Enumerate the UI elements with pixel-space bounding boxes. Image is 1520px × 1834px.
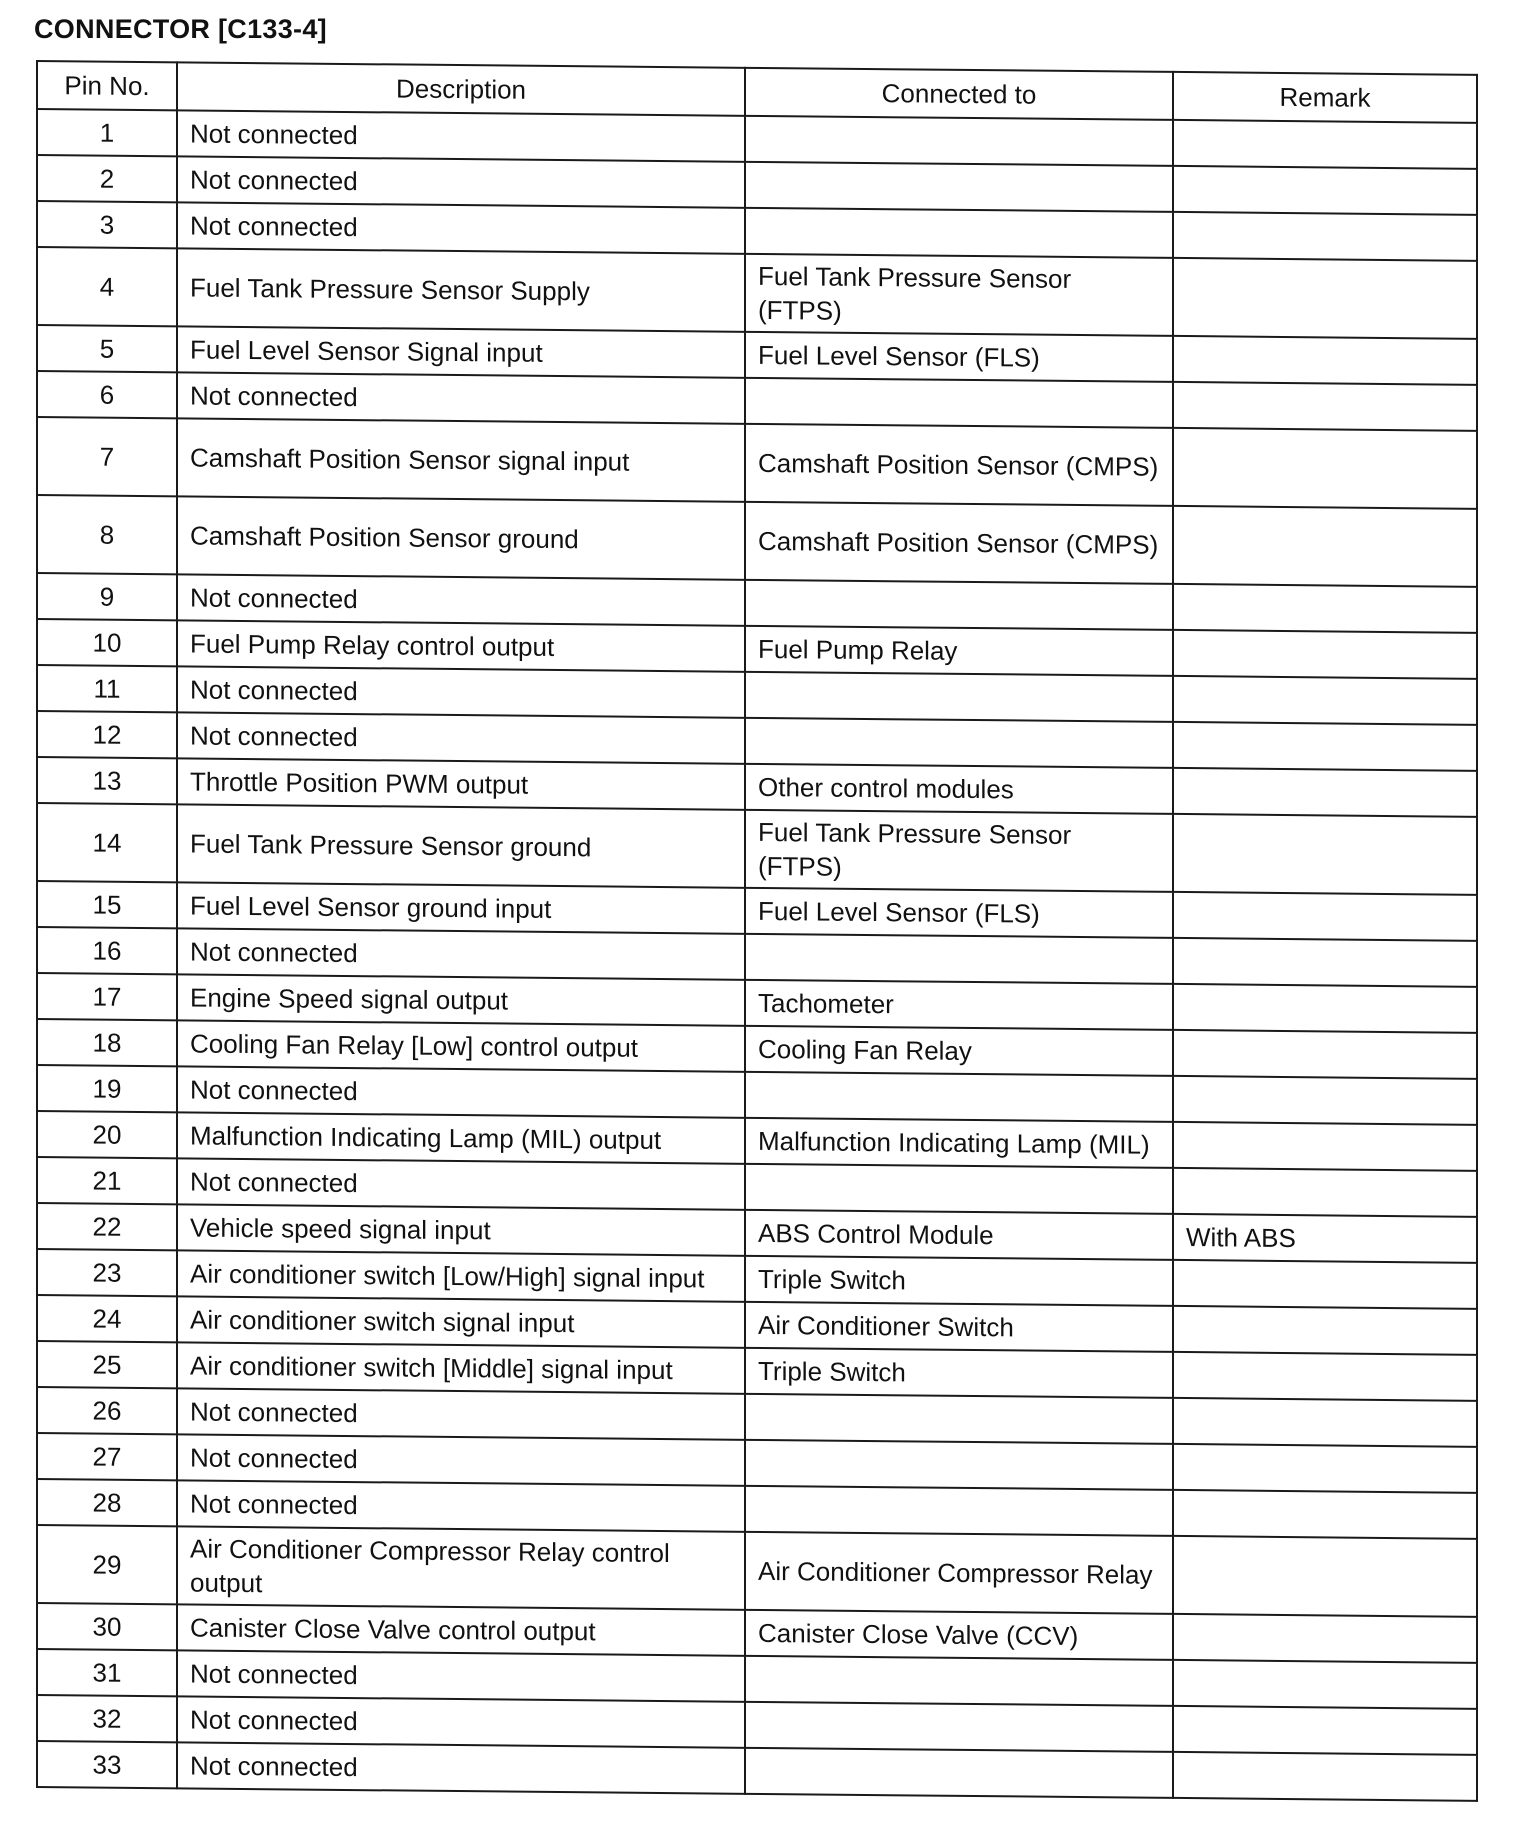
- remark-cell: [1173, 166, 1477, 215]
- remark-cell: [1173, 1076, 1477, 1125]
- remark-cell: [1173, 1660, 1477, 1709]
- connected-cell: Camshaft Position Sensor (CMPS): [745, 424, 1173, 506]
- description-cell: Not connected: [177, 712, 745, 763]
- description-cell: Air conditioner switch signal input: [177, 1296, 745, 1347]
- pin-cell: 20: [37, 1111, 177, 1158]
- table-row: [37, 417, 1477, 509]
- pin-cell: 18: [37, 1019, 177, 1066]
- connected-cell: Camshaft Position Sensor (CMPS): [745, 502, 1173, 584]
- pin-cell: 14: [37, 803, 177, 882]
- connected-cell: [745, 1748, 1173, 1798]
- remark-cell: [1173, 938, 1477, 987]
- description-cell: Not connected: [177, 574, 745, 625]
- description-cell: Not connected: [177, 666, 745, 717]
- column-header-connected-to: Connected to: [745, 68, 1173, 120]
- pin-cell: 27: [37, 1433, 177, 1480]
- pin-cell: 4: [37, 247, 177, 326]
- connected-cell: [745, 378, 1173, 428]
- pin-cell: 25: [37, 1341, 177, 1388]
- connected-cell: [745, 1656, 1173, 1706]
- pin-cell: 8: [37, 495, 177, 574]
- pin-cell: 11: [37, 665, 177, 712]
- description-cell: Not connected: [177, 202, 745, 253]
- connected-cell: [745, 718, 1173, 768]
- description-cell: Not connected: [177, 1388, 745, 1439]
- remark-cell: [1173, 1706, 1477, 1755]
- column-header-pin: Pin No.: [37, 61, 177, 110]
- description-cell: Not connected: [177, 1696, 745, 1747]
- description-cell: Air conditioner switch [Low/High] signal input: [177, 1250, 745, 1301]
- remark-cell: [1173, 1752, 1477, 1801]
- description-cell: Not connected: [177, 1066, 745, 1117]
- remark-cell: [1173, 814, 1477, 895]
- connected-cell: [745, 162, 1173, 212]
- pin-cell: 19: [37, 1065, 177, 1112]
- connected-cell: [745, 1394, 1173, 1444]
- pin-cell: 28: [37, 1479, 177, 1526]
- connected-cell: [745, 934, 1173, 984]
- page-title: CONNECTOR [C133-4]: [34, 14, 327, 44]
- remark-cell: [1173, 382, 1477, 431]
- connected-cell: Triple Switch: [745, 1256, 1173, 1306]
- pin-cell: 33: [37, 1741, 177, 1788]
- remark-cell: [1173, 1398, 1477, 1447]
- remark-cell: [1173, 1352, 1477, 1401]
- remark-cell: [1173, 584, 1477, 633]
- pin-cell: 7: [37, 417, 177, 496]
- connected-cell: [745, 116, 1173, 166]
- connected-cell: [745, 580, 1173, 630]
- remark-cell: [1173, 768, 1477, 817]
- remark-cell: [1173, 1490, 1477, 1539]
- pin-cell: 23: [37, 1249, 177, 1296]
- description-cell: Engine Speed signal output: [177, 974, 745, 1025]
- connected-cell: [745, 1702, 1173, 1752]
- connected-cell: Canister Close Valve (CCV): [745, 1610, 1173, 1660]
- remark-cell: [1173, 630, 1477, 679]
- description-cell: Not connected: [177, 928, 745, 979]
- remark-cell: [1173, 1030, 1477, 1079]
- description-cell: Not connected: [177, 1480, 745, 1531]
- description-cell: Not connected: [177, 156, 745, 207]
- remark-cell: [1173, 1444, 1477, 1493]
- description-cell: Throttle Position PWM output: [177, 758, 745, 809]
- description-cell: Vehicle speed signal input: [177, 1204, 745, 1255]
- remark-cell: [1173, 120, 1477, 169]
- description-cell: Cooling Fan Relay [Low] control output: [177, 1020, 745, 1071]
- pin-cell: 21: [37, 1157, 177, 1204]
- description-cell: Not connected: [177, 1650, 745, 1701]
- connected-cell: Fuel Pump Relay: [745, 626, 1173, 676]
- connected-cell: Other control modules: [745, 764, 1173, 814]
- column-header-description: Description: [177, 62, 745, 115]
- remark-cell: [1173, 1168, 1477, 1217]
- description-cell: Fuel Pump Relay control output: [177, 620, 745, 671]
- connected-cell: Tachometer: [745, 980, 1173, 1030]
- connected-cell: [745, 1440, 1173, 1490]
- description-cell: Not connected: [177, 372, 745, 423]
- description-cell: Fuel Tank Pressure Sensor Supply: [177, 248, 745, 331]
- connected-cell: Air Conditioner Switch: [745, 1302, 1173, 1352]
- connected-cell: Fuel Tank Pressure Sensor (FTPS): [745, 254, 1173, 336]
- connected-cell: ABS Control Module: [745, 1210, 1173, 1260]
- description-cell: Canister Close Valve control output: [177, 1604, 745, 1655]
- connector-pin-table: [36, 60, 1478, 1802]
- remark-cell: [1173, 1122, 1477, 1171]
- pin-cell: 5: [37, 325, 177, 372]
- pin-cell: 24: [37, 1295, 177, 1342]
- connected-cell: Air Conditioner Compressor Relay: [745, 1532, 1173, 1614]
- description-cell: Camshaft Position Sensor signal input: [177, 418, 745, 501]
- connected-cell: Fuel Tank Pressure Sensor (FTPS): [745, 810, 1173, 892]
- table-row: [37, 495, 1477, 587]
- description-cell: Air Conditioner Compressor Relay control output: [177, 1526, 745, 1609]
- pin-cell: 10: [37, 619, 177, 666]
- table-body: [37, 109, 1477, 1801]
- description-cell: Not connected: [177, 110, 745, 161]
- connected-cell: Cooling Fan Relay: [745, 1026, 1173, 1076]
- remark-cell: [1173, 892, 1477, 941]
- remark-cell: [1173, 1614, 1477, 1663]
- remark-cell: [1173, 1536, 1477, 1617]
- pin-cell: 29: [37, 1525, 177, 1604]
- remark-cell: [1173, 258, 1477, 339]
- remark-cell: With ABS: [1173, 1214, 1477, 1263]
- description-cell: Air conditioner switch [Middle] signal input: [177, 1342, 745, 1393]
- remark-cell: [1173, 506, 1477, 587]
- remark-cell: [1173, 212, 1477, 261]
- pin-cell: 2: [37, 155, 177, 202]
- pin-cell: 6: [37, 371, 177, 418]
- table-row: [37, 803, 1477, 895]
- description-cell: Not connected: [177, 1434, 745, 1485]
- pin-cell: 32: [37, 1695, 177, 1742]
- remark-cell: [1173, 1260, 1477, 1309]
- description-cell: Not connected: [177, 1742, 745, 1793]
- remark-cell: [1173, 1306, 1477, 1355]
- connected-cell: [745, 672, 1173, 722]
- description-cell: Fuel Tank Pressure Sensor ground: [177, 804, 745, 887]
- remark-cell: [1173, 676, 1477, 725]
- remark-cell: [1173, 428, 1477, 509]
- remark-cell: [1173, 722, 1477, 771]
- description-cell: Camshaft Position Sensor ground: [177, 496, 745, 579]
- pin-cell: 31: [37, 1649, 177, 1696]
- pin-cell: 15: [37, 881, 177, 928]
- description-cell: Fuel Level Sensor ground input: [177, 882, 745, 933]
- pin-cell: 1: [37, 109, 177, 156]
- connected-cell: Triple Switch: [745, 1348, 1173, 1398]
- connected-cell: [745, 1486, 1173, 1536]
- remark-cell: [1173, 984, 1477, 1033]
- pin-cell: 12: [37, 711, 177, 758]
- pin-cell: 30: [37, 1603, 177, 1650]
- connected-cell: Fuel Level Sensor (FLS): [745, 888, 1173, 938]
- pin-cell: 22: [37, 1203, 177, 1250]
- table-row: [37, 1525, 1477, 1617]
- column-header-remark: Remark: [1173, 72, 1477, 123]
- connected-cell: [745, 1164, 1173, 1214]
- description-cell: Fuel Level Sensor Signal input: [177, 326, 745, 377]
- description-cell: Not connected: [177, 1158, 745, 1209]
- pin-cell: 3: [37, 201, 177, 248]
- connected-cell: Fuel Level Sensor (FLS): [745, 332, 1173, 382]
- pin-cell: 9: [37, 573, 177, 620]
- pin-cell: 26: [37, 1387, 177, 1434]
- connected-cell: Malfunction Indicating Lamp (MIL): [745, 1118, 1173, 1168]
- description-cell: Malfunction Indicating Lamp (MIL) output: [177, 1112, 745, 1163]
- remark-cell: [1173, 336, 1477, 385]
- connected-cell: [745, 1072, 1173, 1122]
- table-row: [37, 247, 1477, 339]
- pin-cell: 16: [37, 927, 177, 974]
- pin-cell: 17: [37, 973, 177, 1020]
- connected-cell: [745, 208, 1173, 258]
- pin-cell: 13: [37, 757, 177, 804]
